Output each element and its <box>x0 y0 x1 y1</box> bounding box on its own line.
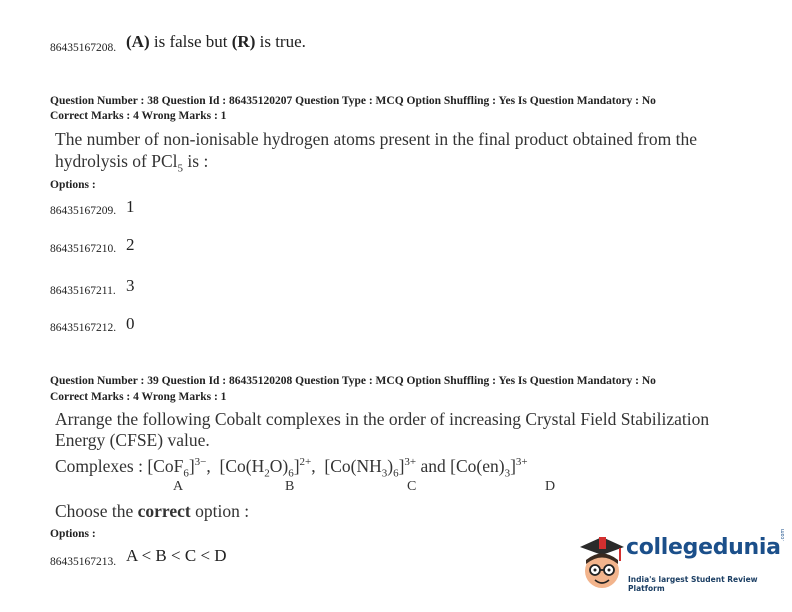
q39-options-label: Options : <box>50 528 96 540</box>
mascot-icon <box>574 531 626 593</box>
logo-wordmark: collegedunia <box>626 535 781 560</box>
complex-label-d: D <box>545 479 556 494</box>
q39-text-line2: Energy (CFSE) value. <box>55 430 210 450</box>
complex-label-c: C <box>407 479 417 494</box>
logo-tagline: India's largest Student Review Platform <box>628 575 758 593</box>
complex-label-a: A <box>173 479 184 494</box>
q38-text-line1: The number of non-ionisable hydrogen atoms present in the final product obtained from the <box>55 129 697 149</box>
q39-complexes-line: Complexes : $[CoF_6]^{3-}$, $[Co(H_2O)_6]^{2+}$, $[Co(NH_3)_6]^{3+}$ and $[Co(en)_3]^{3+}$ <box>55 456 528 480</box>
q38-option-3-text[interactable]: 3 <box>126 276 135 295</box>
q38-meta-line1: Question Number : 38 Question Id : 86435120207 Question Type : MCQ Option Shuffling : Yes Is Question Mandatory : No <box>50 95 656 107</box>
q38-option-3-id: 86435167211. <box>50 285 116 297</box>
q39-choose-line: Choose the correct option : <box>55 501 250 521</box>
q39-meta-line2: Correct Marks : 4 Wrong Marks : 1 <box>50 391 227 403</box>
logo-suffix: .com <box>780 528 786 541</box>
q38-option-1-text[interactable]: 1 <box>126 197 135 216</box>
prev-option-text: (A) is false but (R) is true. <box>126 32 306 51</box>
q38-option-4-text[interactable]: 0 <box>126 314 135 333</box>
q39-option-1-text[interactable]: A < B < C < D <box>126 546 227 565</box>
complex-label-b: B <box>285 479 295 494</box>
collegedunia-logo <box>574 528 786 593</box>
q38-option-2-id: 86435167210. <box>50 243 117 255</box>
q39-meta-line1: Question Number : 39 Question Id : 86435120208 Question Type : MCQ Option Shuffling : Yes Is Question Mandatory : No <box>50 375 656 387</box>
q39-option-1-id: 86435167213. <box>50 556 117 568</box>
q38-option-4-id: 86435167212. <box>50 322 117 334</box>
q38-option-1-id: 86435167209. <box>50 205 117 217</box>
q38-options-label: Options : <box>50 179 96 191</box>
q38-text-line2: hydrolysis of PCl$_5$ is : <box>55 151 209 175</box>
q38-meta-line2: Correct Marks : 4 Wrong Marks : 1 <box>50 110 227 122</box>
q38-option-2-text[interactable]: 2 <box>126 235 135 254</box>
q39-text-line1: Arrange the following Cobalt complexes in the order of increasing Crystal Field Stabilization <box>55 409 710 429</box>
prev-option-id: 86435167208. <box>50 42 117 54</box>
